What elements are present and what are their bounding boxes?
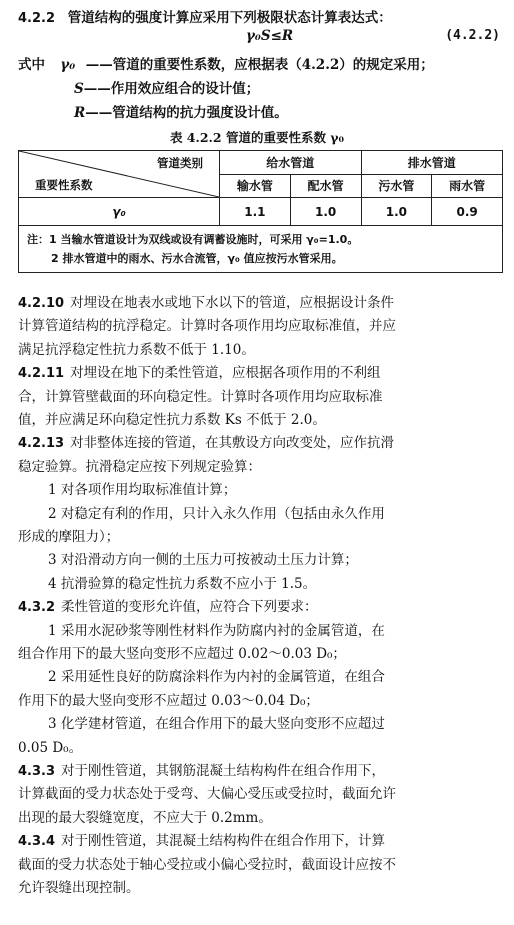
text-line (18, 783, 500, 805)
line-text: 对于刚性管道，其混凝土结构构件在组合作用下，计算 (61, 833, 386, 850)
definition-symbol: γ₀ (60, 57, 76, 73)
text-line (18, 362, 500, 385)
table-note: 2 排水管道中的雨水、污水合流管，γ₀ 值应按污水管采用。 (51, 252, 343, 265)
line-text: 截面的受力状态处于轴心受拉或小偏心受拉时，截面设计应按不 (18, 856, 396, 873)
line-text: 对埋设在地下的柔性管道，应根据各项作用的不利组 (70, 365, 381, 382)
line-text: 3 化学建材管道，在组合作用下的最大竖向变形不应超过 (48, 716, 385, 733)
column-header: 污水管 (361, 174, 432, 198)
line-text: 2 采用延性良好的防腐涂料作为内衬的金属管道，在组合 (48, 669, 385, 686)
definition-desc: ——管道的重要性系数，应根据表（4.2.2）的规定采用； (85, 57, 434, 73)
line-text: 计算管道结构的抗浮稳定。计算时各项作用均应取标准值，并应 (18, 318, 396, 335)
table-cell: 1.0 (361, 198, 432, 226)
text-line (18, 315, 500, 337)
table-notes (19, 226, 503, 273)
line-text: 对于刚性管道，其钢筋混凝土结构构件在组合作用下， (61, 763, 386, 779)
row-label: γ₀ (19, 198, 220, 226)
definition-s (74, 78, 259, 100)
text-line (18, 503, 514, 525)
line-text: 4 抗滑验算的稳定性抗力系数不应小于 1.5。 (48, 575, 317, 592)
table-cell: 0.9 (432, 198, 503, 226)
clause-number: 4.2.11 (18, 366, 65, 382)
text-line (18, 479, 514, 501)
line-text: 允许裂缝出现控制。 (18, 880, 140, 896)
line-text: 值，并应满足环向稳定性抗力系数 Ks 不低于 2.0。 (18, 412, 326, 428)
text-line (18, 456, 500, 478)
line-text: 3 对沿滑动方向一侧的土压力可按被动土压力计算； (48, 552, 358, 569)
clause-number: 4.3.2 (18, 600, 56, 616)
importance-factor-table (18, 150, 503, 273)
definition-r (74, 102, 288, 124)
text-line (18, 432, 500, 455)
text-line (18, 760, 500, 783)
formula-number: (4.2.2) (445, 28, 500, 43)
definition-gamma (18, 54, 434, 76)
clause-number: 4.2.10 (18, 296, 65, 311)
column-header: 输水管 (220, 174, 291, 198)
text-line (18, 830, 500, 853)
line-text: 作用下的最大竖向变形不应超过 0.03～0.04 D₀； (18, 692, 319, 709)
formula: γ₀S≤R (246, 28, 294, 44)
column-header: 雨水管 (432, 174, 503, 198)
text-line (18, 807, 500, 829)
text-line (18, 620, 514, 642)
clause-4-2-2 (18, 6, 500, 50)
text-line (18, 854, 500, 876)
text-line (18, 596, 500, 619)
text-line (18, 573, 514, 595)
line-text: 1 对各项作用均取标准值计算； (48, 482, 237, 499)
definition-desc: ——作用效应组合的设计值； (83, 81, 260, 97)
table-cell: 1.1 (220, 198, 291, 226)
clause-text: 管道结构的强度计算应采用下列极限状态计算表达式： (67, 10, 392, 26)
line-text: 2 对稳定有利的作用，只计入永久作用（包括由永久作用 (48, 505, 385, 522)
table-cell: 1.0 (290, 198, 361, 226)
text-line (18, 339, 500, 361)
text-line (18, 526, 500, 548)
line-text: 0.05 D₀。 (18, 739, 83, 756)
text-line (18, 666, 514, 688)
definition-symbol: R (74, 105, 86, 121)
line-text: 满足抗浮稳定性抗力系数不低于 1.10。 (18, 341, 255, 358)
definition-symbol: S (74, 81, 84, 97)
table-caption: 表 4.2.2 管道的重要性系数 γ₀ (169, 130, 345, 145)
text-line (18, 877, 500, 899)
line-text: 柔性管道的变形允许值，应符合下列要求： (61, 599, 318, 616)
line-text: 组合作用下的最大竖向变形不应超过 0.02～0.03 D₀； (18, 646, 346, 662)
line-text: 合，计算管壁截面的环向稳定性。计算时各项作用均应取标准 (18, 388, 383, 405)
group-header: 给水管道 (220, 151, 362, 175)
line-text: 对埋设在地表水或地下水以下的管道，应根据设计条件 (70, 295, 395, 311)
definition-lead: 式中 (18, 57, 45, 73)
text-line (18, 386, 500, 408)
group-header: 排水管道 (361, 151, 503, 175)
line-text: 对非整体连接的管道，在其敷设方向改变处，应作抗滑 (70, 435, 395, 452)
line-text: 计算截面的受力状态处于受弯、大偏心受压或受拉时，截面允许 (18, 786, 396, 803)
line-text: 1 采用水泥砂浆等刚性材料作为防腐内衬的金属管道，在 (48, 622, 385, 639)
line-text: 稳定验算。抗滑稳定应按下列规定验算： (18, 458, 261, 475)
text-line (18, 643, 500, 665)
text-line (18, 409, 500, 431)
clause-number: 4.2.2 (18, 11, 56, 26)
line-text: 出现的最大裂缝宽度，不应大于 0.2mm。 (18, 809, 272, 826)
table-corner-cell (19, 151, 220, 198)
corner-top-label: 管道类别 (157, 156, 203, 170)
line-text: 形成的摩阻力）； (18, 529, 120, 545)
text-line (18, 549, 514, 571)
text-line (18, 690, 500, 712)
corner-bottom-label: 重要性系数 (35, 178, 93, 192)
column-header: 配水管 (290, 174, 361, 198)
clause-number: 4.3.3 (18, 764, 56, 779)
definition-desc: ——管道结构的抗力强度设计值。 (85, 105, 288, 121)
text-line (18, 737, 500, 759)
clause-number: 4.2.13 (18, 436, 65, 452)
table-note: 注：1 当输水管道设计为双线或设有调蓄设施时，可采用 γ₀=1.0。 (27, 233, 359, 246)
text-line (18, 713, 514, 735)
text-line (18, 292, 500, 315)
clause-number: 4.3.4 (18, 834, 56, 850)
